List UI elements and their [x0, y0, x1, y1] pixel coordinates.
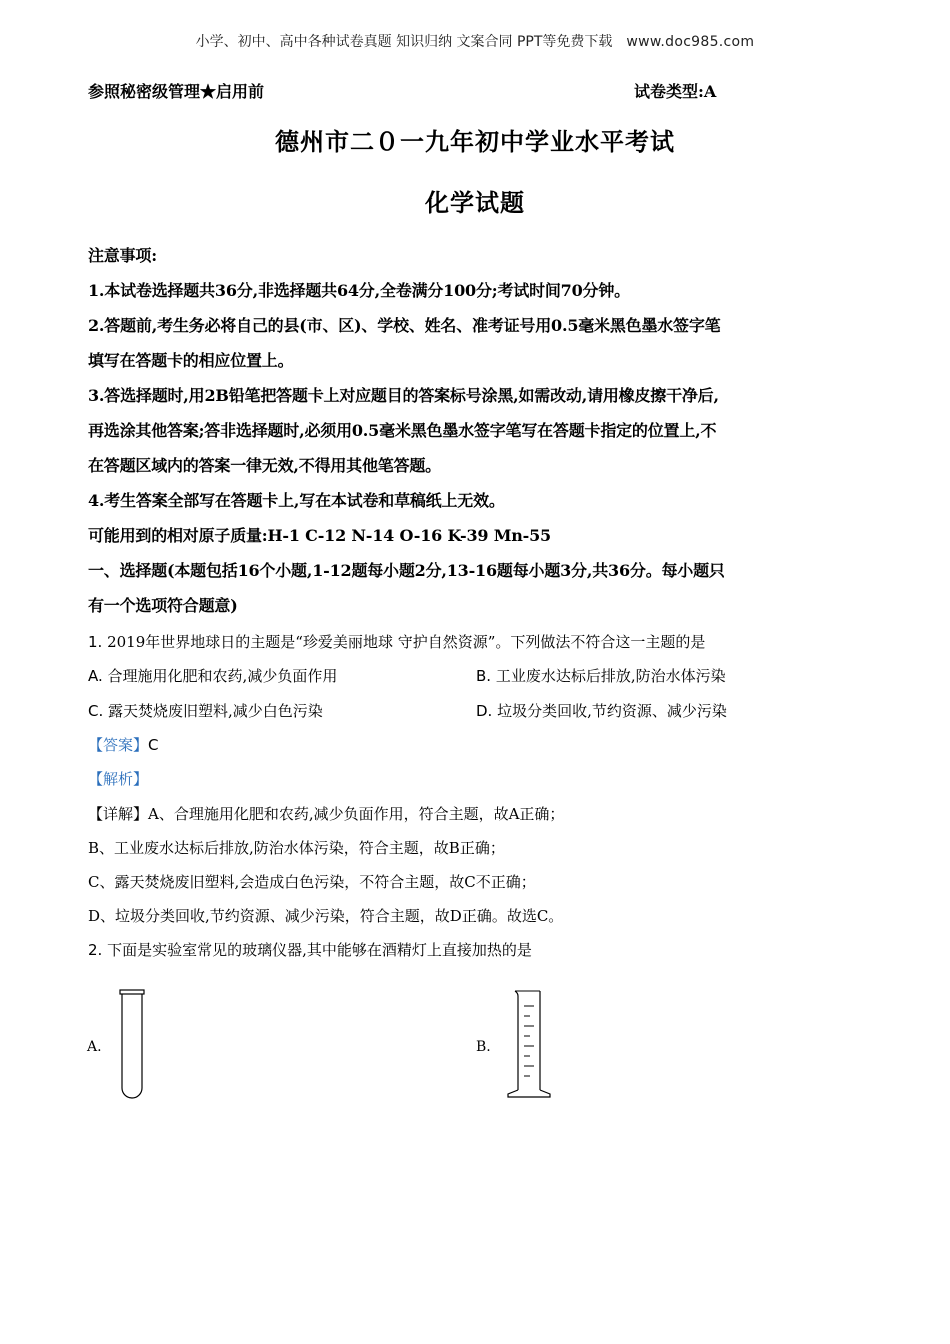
q1-detail-line: C、露天焚烧废旧塑料,会造成白色污染，不符合主题，故C不正确；: [88, 873, 536, 891]
q2-option-b-label[interactable]: B.: [476, 1039, 491, 1055]
answer-value: C: [148, 736, 159, 754]
question-2-stem: [88, 940, 532, 960]
section-heading: 一、选择题(本题包括16个小题,1-12题每小题2分,13-16题每小题3分,共36分。每小题只: [88, 561, 725, 580]
notice-line: 再选涂其他答案;答非选择题时,必须用0.5毫米黑色墨水签字笔写在答题卡指定的位置上,不: [88, 421, 717, 440]
question-1-stem: [88, 632, 705, 652]
option-label: B.: [476, 667, 492, 685]
question-text: 2019年世界地球日的主题是“珍爱美丽地球 守护自然资源”。下列做法不符合这一主题的是: [107, 633, 706, 651]
notice-line: 3.答选择题时,用2B铅笔把答题卡上对应题目的答案标号涂黑,如需改动,请用橡皮擦干净后,: [88, 386, 719, 405]
subject-title: 化学试题: [425, 188, 525, 217]
q1-option-b[interactable]: [476, 666, 726, 686]
q1-option-c[interactable]: [88, 701, 323, 721]
option-label: A.: [88, 667, 103, 685]
answer-tag: 【答案】: [88, 736, 149, 754]
q1-detail-line: D、垃圾分类回收,节约资源、减少污染，符合主题，故D正确。故选C。: [88, 907, 564, 925]
notice-heading: 注意事项:: [88, 246, 157, 265]
option-text: 合理施用化肥和农药,减少负面作用: [107, 667, 338, 685]
option-label: D.: [476, 702, 493, 720]
notice-line: 1.本试卷选择题共36分,非选择题共64分,全卷满分100分;考试时间70分钟。: [88, 281, 630, 300]
q1-detail-line: B、工业废水达标后排放,防治水体污染，符合主题，故B正确；: [88, 839, 505, 857]
confidential-label: 参照秘密级管理★启用前: [88, 82, 265, 101]
option-label: C.: [88, 702, 104, 720]
question-text: 下面是实验室常见的玻璃仪器,其中能够在酒精灯上直接加热的是: [107, 941, 532, 959]
q1-answer: [88, 735, 159, 755]
q1-option-a[interactable]: [88, 666, 337, 686]
section-heading-cont: 有一个选项符合题意): [88, 596, 238, 615]
notice-line: 4.考生答案全部写在答题卡上,写在本试卷和草稿纸上无效。: [88, 491, 505, 510]
paper-type-label: 试卷类型:A: [634, 82, 717, 101]
notice-section: [88, 238, 864, 623]
q1-detail-line: 【详解】A、合理施用化肥和农药,减少负面作用，符合主题，故A正确；: [88, 805, 565, 823]
analysis-tag: 【解析】: [88, 770, 149, 788]
option-text: 垃圾分类回收,节约资源、减少污染: [497, 702, 727, 720]
option-text: 工业废水达标后排放,防治水体污染: [495, 667, 726, 685]
graduated-cylinder-icon: [504, 988, 556, 1106]
exam-title: 德州市二０一九年初中学业水平考试: [275, 127, 675, 156]
question-number: 2.: [88, 941, 103, 959]
test-tube-icon: [112, 988, 152, 1108]
site-url-link[interactable]: www.doc985.com: [626, 34, 755, 50]
question-number: 1.: [88, 633, 103, 651]
notice-line: 填写在答题卡的相应位置上。: [88, 351, 294, 370]
q1-option-d[interactable]: [476, 701, 727, 721]
notice-line: 2.答题前,考生务必将自己的县(市、区)、学校、姓名、准考证号用0.5毫米黑色墨水签字笔: [88, 316, 721, 335]
option-text: 露天焚烧废旧塑料,减少白色污染: [108, 702, 323, 720]
atomic-masses: 可能用到的相对原子质量:H-1 C-12 N-14 O-16 K-39 Mn-55: [88, 526, 551, 545]
q1-analysis-tag: [88, 769, 148, 789]
header-banner: [0, 31, 950, 51]
q2-option-a-label[interactable]: A.: [87, 1039, 102, 1055]
notice-line: 在答题区域内的答案一律无效,不得用其他笔答题。: [88, 456, 441, 475]
banner-text: 小学、初中、高中各种试卷真题 知识归纳 文案合同 PPT等免费下载: [195, 34, 613, 50]
